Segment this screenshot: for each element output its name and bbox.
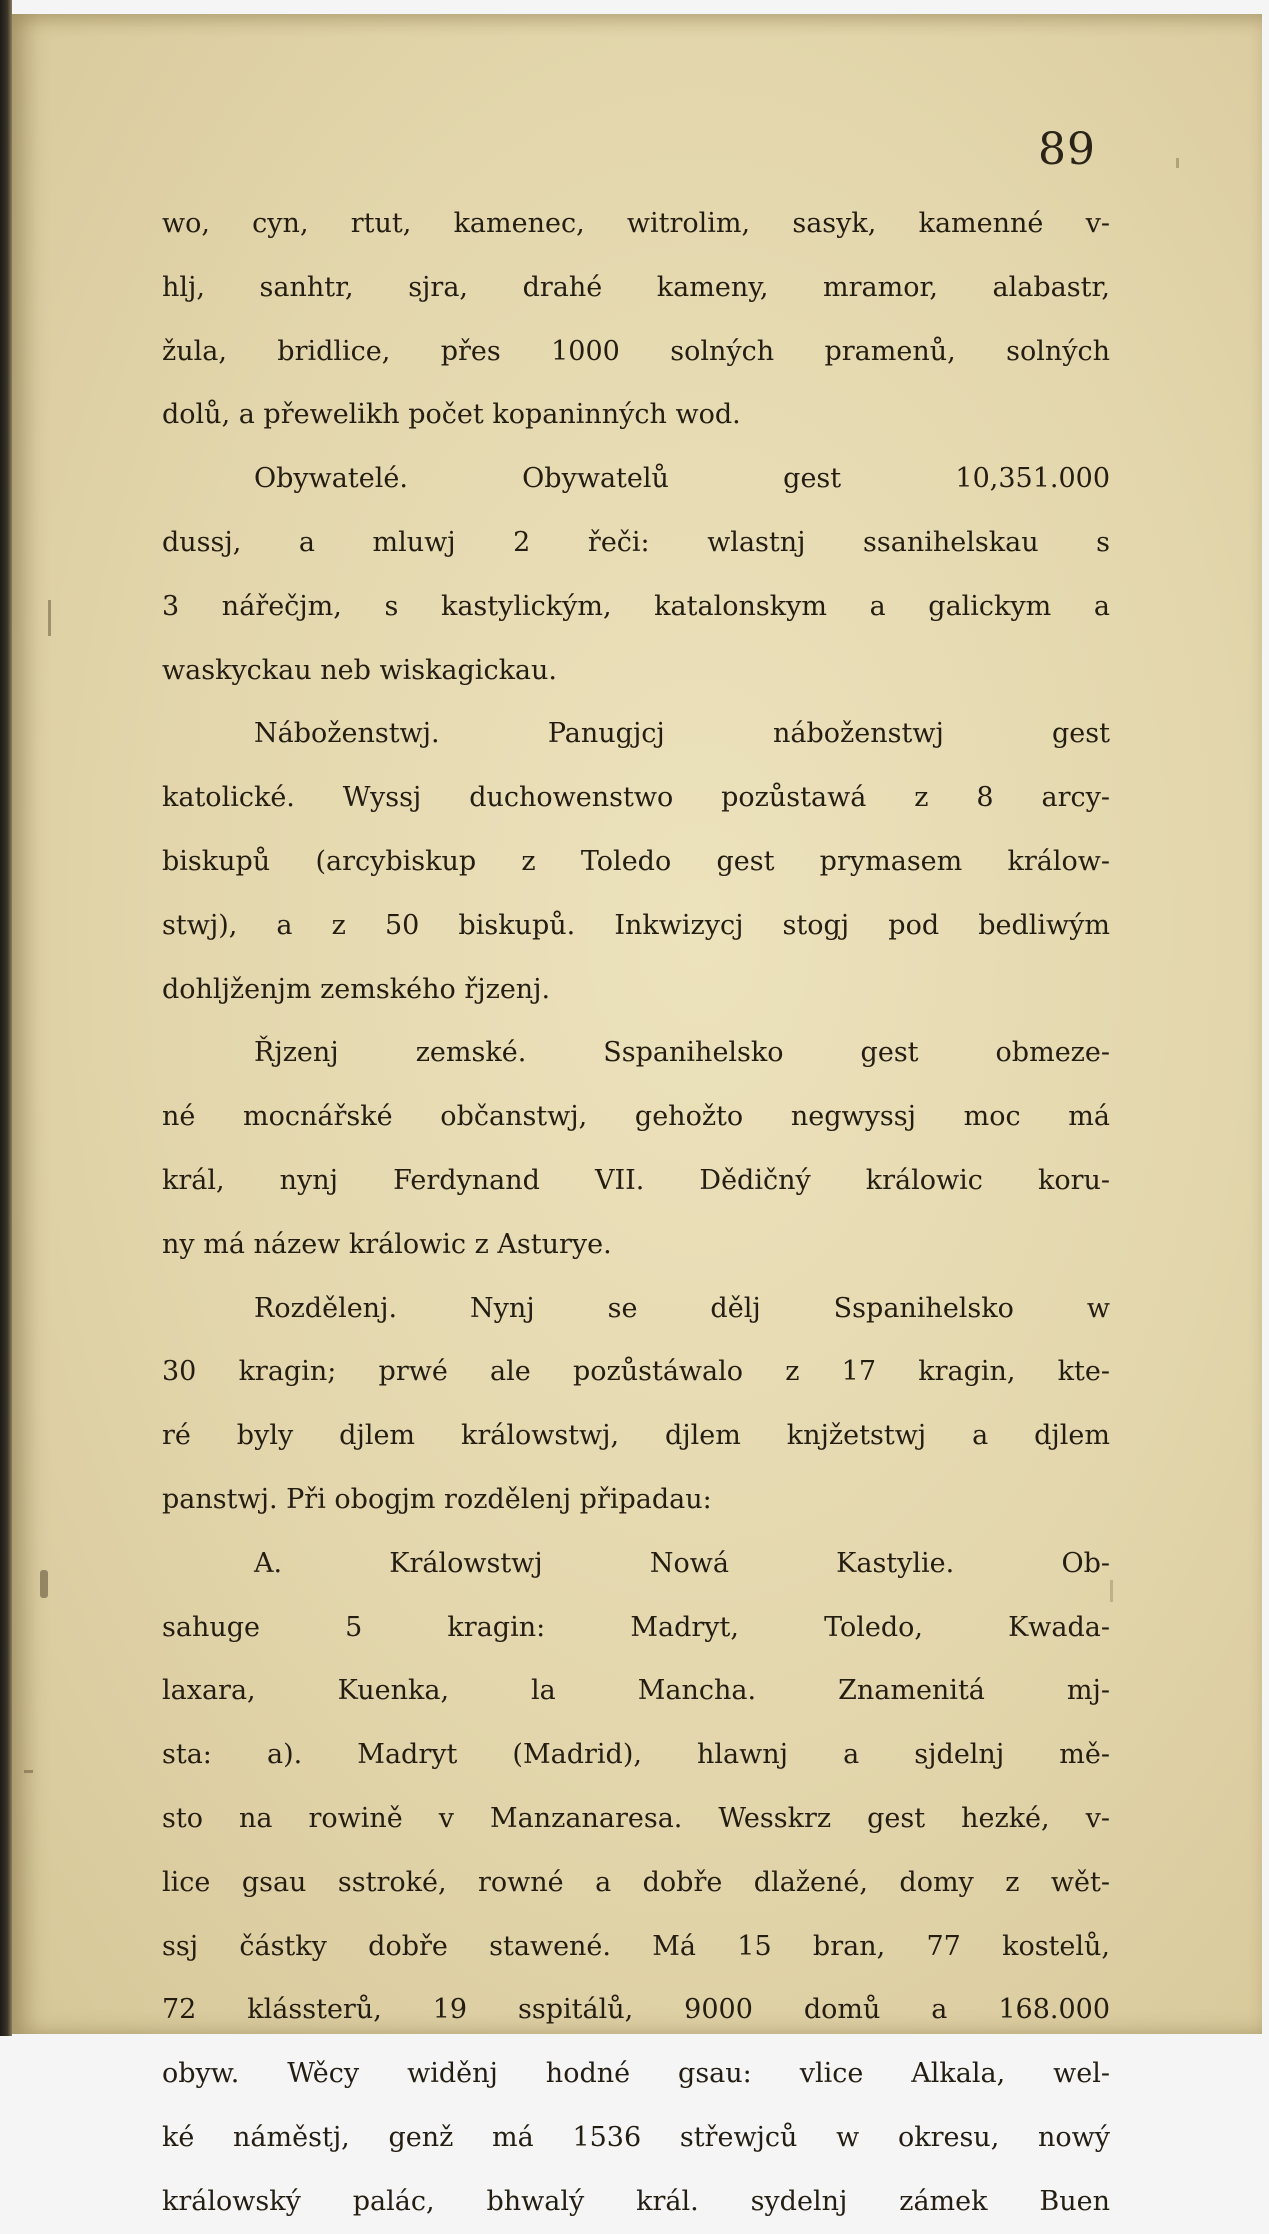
text-line: wo, cyn, rtut, kamenec, witrolim, sasyk, kamenné v-: [162, 208, 1110, 239]
text-line: laxara, Kuenka, la Mancha. Znamenitá mj-: [162, 1675, 1110, 1707]
text-line: král, nynj Ferdynand VII. Dědičný králowic koru-: [162, 1164, 1110, 1196]
text-line: sta: a). Madryt (Madrid), hlawnj a sjdelnj mě-: [162, 1739, 1110, 1771]
margin-smudge: [48, 600, 51, 636]
text-line: dohljženjm zemského řjzenj.: [162, 973, 551, 1005]
text-line: lice gsau sstroké, rowné a dobře dlažené, domy z wět-: [162, 1866, 1110, 1898]
text-line: hlj, sanhtr, sjra, drahé kameny, mramor, alabastr,: [162, 271, 1110, 303]
book-binding-edge: [0, 0, 12, 2036]
text-line: králowský palác, bhwalý král. sydelnj zámek Buen: [162, 2185, 1110, 2217]
section-heading-line: Náboženstwj. Panugjcj náboženstwj gest: [254, 718, 1110, 750]
margin-smudge: [1110, 1580, 1113, 1602]
text-line: 3 nářečjm, s kastylickým, katalonskym a galickym a: [162, 590, 1110, 622]
text-line: 30 kragin; prwé ale pozůstáwalo z 17 kragin, kte-: [162, 1356, 1110, 1388]
text-line: ré byly djlem králowstwj, djlem knjžetstwj a djlem: [162, 1420, 1110, 1452]
text-line: waskyckau neb wiskagickau.: [162, 654, 557, 686]
text-line: dolů, a přewelikh počet kopaninných wod.: [162, 399, 741, 431]
text-line: né mocnářské občanstwj, gehožto negwyssj moc má: [162, 1101, 1110, 1133]
text-line: katolické. Wyssj duchowenstwo pozůstawá z 8 arcy-: [162, 782, 1110, 814]
page-text-block: [162, 192, 1110, 2234]
margin-smudge: [1176, 158, 1179, 168]
margin-smudge: [24, 1770, 33, 1773]
text-line: sto na rowině v Manzanaresa. Wesskrz gest hezké, v-: [162, 1802, 1110, 1834]
text-line: ké náměstj, genž má 1536 střewjců w okresu, nowý: [162, 2121, 1110, 2153]
text-line: sahuge 5 kragin: Madryt, Toledo, Kwada-: [162, 1611, 1110, 1643]
text-line: žula, bridlice, přes 1000 solných pramenů, solných: [162, 335, 1110, 367]
section-heading-line: Rozdělenj. Nynj se dělj Sspanihelsko w: [254, 1292, 1110, 1324]
text-line: biskupů (arcybiskup z Toledo gest prymasem králow-: [162, 845, 1110, 877]
text-line: stwj), a z 50 biskupů. Inkwizycj stogj pod bedliwým: [162, 909, 1110, 941]
text-line: dussj, a mluwj 2 řeči: wlastnj ssanihelskau s: [162, 526, 1110, 558]
section-heading-line: Obywatelé. Obywatelů gest 10,351.000: [254, 463, 1110, 495]
section-heading-line: A. Králowstwj Nowá Kastylie. Ob-: [254, 1547, 1110, 1579]
margin-smudge: [40, 1570, 48, 1598]
page-number: 89: [1038, 124, 1096, 175]
text-line: ssj částky dobře stawené. Má 15 bran, 77 kostelů,: [162, 1930, 1110, 1962]
text-line: 72 klássterů, 19 sspitálů, 9000 domů a 168.000: [162, 1994, 1110, 2026]
scanned-page: [12, 14, 1262, 2217]
text-line: obyw. Wěcy widěnj hodné gsau: vlice Alkala, wel-: [162, 2058, 1110, 2090]
section-heading-line: Řjzenj zemské. Sspanihelsko gest obmeze-: [254, 1037, 1110, 1069]
text-line: ny má názew králowic z Asturye.: [162, 1228, 612, 1260]
text-line: panstwj. Při obogjm rozdělenj připadau:: [162, 1483, 712, 1515]
